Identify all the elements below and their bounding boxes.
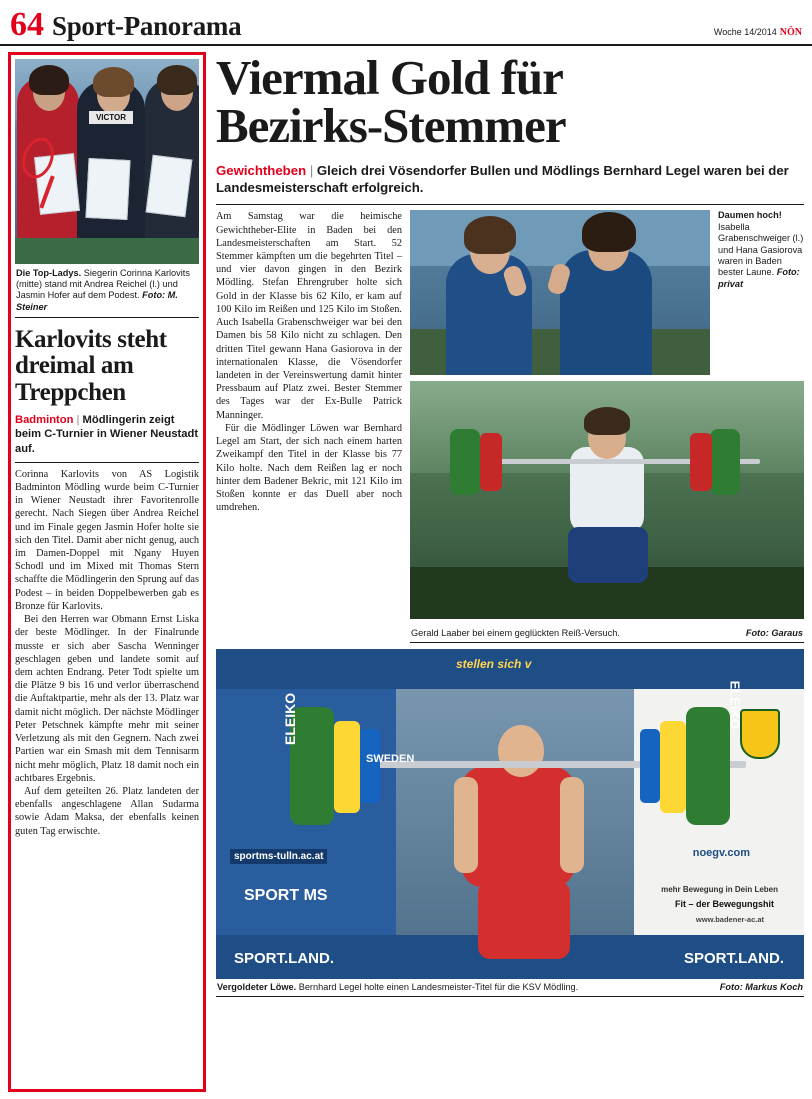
kicker-text: Mödlingerin zeigt beim C-Turnier in Wiener Neustadt auf. <box>15 414 199 455</box>
side-caption-credit: Foto: privat <box>718 267 800 289</box>
subhead-text: Gleich drei Vösendorfer Bullen und Mödlings Bernhard Legel waren bei der Landesmeisterschaft erfolgreich. <box>216 163 789 196</box>
paragraph: Bei den Herren war Obmann Ernst Liska der beste Mödlinger. In der Finalrunde musste er sich aber Sascha Wenninger geschlagen geben und landete somit auf dem achten Endrang. Peter Todt spielte um die Plätze 9 bis 16 und verlor überraschend die Auftaktpartie, mehr als der 13. Platz war damit nicht möglich. Der nächste Mödlinger Peter Petschnek kämpfte mehr mit seiner Verletzung als mit den Gegnern. Nach zwei Partien war ein Smash mit dem Tennisarm nicht mehr möglich, Platz 18 damit noch ein achtbares Ergebnis. <box>15 614 199 784</box>
badminton-body <box>15 462 199 1087</box>
subhead-keyword: Gewichtheben <box>216 163 307 179</box>
snatch-photo-caption-line <box>410 625 804 643</box>
page-number: 64 <box>10 6 44 43</box>
paragraph: Am Samstag war die heimische Gewichtheber-Elite in Baden bei den Landesmeisterschaften am Start. 52 Stemmer kämpften um die begehrten Titel – und vier davon gingen in den Bezirk Mödling. Stefan Ehrengruber holte sich Gold in der Klasse bis 62 Kilo, er kam auf 100 Kilo im Reißen und 125 Kilo im Stoßen. Auch Isabella Grabenschweiger war bei den Damen bis 58 Kilo nicht zu schlagen. Den dritten Titel gewann Hana Gasiorova in der internationalen Klasse, die Vösendorfer landeten in der Vereinswertung damit hinter Pressbaum auf Platz zwei. Bester Stemmer des Tages war der Ex-Bulle Patrick Manninger. <box>216 211 402 421</box>
badminton-photo-caption <box>15 264 199 318</box>
masthead-issue-info <box>714 27 802 38</box>
side-caption-lead: Daumen hoch! <box>718 210 782 221</box>
main-headline-line2: Bezirks-Stemmer <box>216 98 566 154</box>
gerald-laaber-snatch-photo <box>410 381 804 619</box>
big-caption <box>217 982 578 992</box>
banner-sweden: SWEDEN <box>366 753 415 766</box>
main-headline-line1: Viermal Gold für <box>216 50 563 105</box>
side-caption-body: Isabella Grabenschweiger (l.) und Hana Gasiorova waren in Baden bester Laune. <box>718 221 804 278</box>
main-middle-row <box>216 204 804 643</box>
banner-eleiko-left: ELEIKO <box>282 693 298 746</box>
paragraph: Corinna Karlovits von AS Logistik Badminton Mödling wurde beim C-Turnier in Wiener Neustadt ihrer Favoritenrolle gerecht. Nach Siegen über Andrea Reichel und im Finale gegen Jasmin Hofer holte sie sich den Titel. Damit aber nicht genug, auch im Damen-Doppel mit Ngany Huyen Schodl und im Mixed mit Thomas Stern schaffte die Mödlingerin den Sprung auf das Podest – in beiden Doppelbewerben gab es Bronze für Karlovits. <box>15 468 199 612</box>
banner-sportland-right: SPORT.LAND. <box>683 950 784 968</box>
snatch-caption: Gerald Laaber bei einem geglückten Reiß-Versuch. <box>411 628 620 639</box>
banner-sportland-bottom: SPORT.LAND. <box>234 950 335 968</box>
kicker-keyword: Badminton <box>15 414 74 427</box>
section-title: Sport-Panorama <box>52 11 242 41</box>
page-content <box>0 46 812 1095</box>
kicker-separator: | <box>76 414 80 427</box>
snatch-credit: Foto: Garaus <box>745 628 803 639</box>
main-photo-stack <box>410 210 804 643</box>
subhead-separator: | <box>309 163 314 179</box>
banner-sportms: SPORT MS <box>244 887 328 905</box>
masthead <box>0 0 812 46</box>
issue-week: Woche 14/2014 <box>713 27 777 37</box>
badminton-kicker <box>15 413 199 455</box>
noen-logo: NÖN <box>779 27 802 38</box>
lifters-photo-caption <box>716 210 804 375</box>
big-photo-caption-line <box>216 979 804 997</box>
caption-credit: Foto: M. Steiner <box>16 290 178 312</box>
banner-fit: Fit – der Bewegungshit <box>674 899 774 910</box>
big-caption-lead: Vergoldeter Löwe. <box>217 982 297 993</box>
big-credit: Foto: Markus Koch <box>719 982 803 993</box>
badminton-podium-photo: VICTOR <box>15 59 199 264</box>
badminton-headline: Karlovits steht dreimal am Treppchen <box>15 325 167 406</box>
main-subhead <box>216 162 804 196</box>
banner-bewegung: mehr Bewegung in Dein Leben <box>661 885 778 895</box>
bernhard-legel-lift-photo <box>216 649 804 979</box>
banner-eleiko-right: ELEIKO <box>727 680 742 730</box>
paragraph: Auf dem geteilten 26. Platz landeten der ebenfalls angeschlagene Allan Sudarma sowie Adam Maksa, der ebenfalls keinen guten Tag erwischte. <box>15 785 199 837</box>
banner-sportms-url: sportms-tulln.ac.at <box>230 849 327 864</box>
photo-row-top <box>410 210 804 375</box>
big-caption-body: Bernhard Legel holte einen Landesmeister-Titel für die KSV Mödling. <box>296 982 579 993</box>
main-headline <box>216 50 804 154</box>
badminton-article <box>8 52 206 1092</box>
caption-lead: Die Top-Ladys. <box>16 268 82 278</box>
main-body <box>216 210 402 643</box>
banner-badener: www.badener-ac.at <box>695 915 764 925</box>
two-female-lifters-photo <box>410 210 710 375</box>
banner-stellen: stellen sich v <box>456 657 532 672</box>
caption-body: Siegerin Corinna Karlovits (mitte) stand mit Andrea Reichel (l.) und Jasmin Hofer auf dem Podest. <box>16 268 190 301</box>
weightlifting-article <box>216 52 804 1092</box>
paragraph: Für die Mödlinger Löwen war Bernhard Legel am Start, der sich nach einem harten Zweikampf den Titel in der Klasse bis 77 Kilo holte. Nach dem Reißen lag er noch hinter dem Badener Bekric, mit 121 Kilo im Stoßen konnte er das Duell aber noch umdrehen. <box>216 422 402 514</box>
banner-noegv: noegv.com <box>692 847 750 860</box>
